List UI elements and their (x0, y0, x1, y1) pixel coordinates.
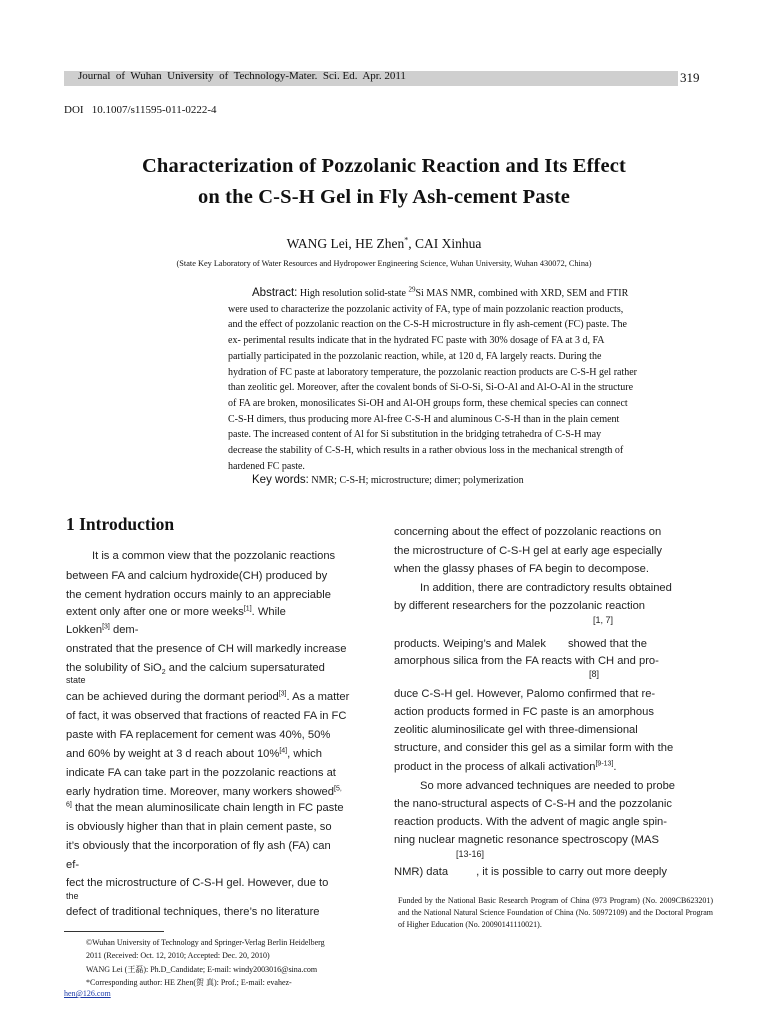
text-span: extent only after one or more weeks (66, 606, 244, 618)
section-heading: 1 Introduction (66, 514, 175, 534)
text-line: ning nuclear magnetic resonance spectroscopy (MAS (394, 834, 659, 846)
text-line: between FA and calcium hydroxide(CH) produced by (66, 570, 328, 582)
text-line: concerning about the effect of pozzolanic reactions on (394, 526, 662, 538)
paper-title (40, 151, 728, 213)
copyright-note: ©Wuhan University of Technology and Springer-Verlag Berlin Heidelberg (86, 938, 325, 947)
journal-header: Journal of Wuhan University of Technology-Mater. Sci. Ed. Apr. 2011 (78, 70, 406, 82)
text-line: zeolitic aluminosilicate gel with three-dimensional (394, 724, 638, 736)
text-line (66, 748, 322, 760)
funding-note: Funded by the National Basic Research Program of China (973 Program) (No. 2009CB623201) and the National Natural Science Foundation of China (No. 50972109) and the Doctoral Program of Higher Education (No. 20090141110021). (398, 896, 713, 929)
text-line: structure, and consider this gel as a similar form with the (394, 742, 674, 754)
text-span: NMR) data (394, 866, 449, 878)
citation: [9-13] (595, 760, 614, 768)
text-span: . (613, 761, 617, 773)
authors-before: WANG Lei, HE Zhen (286, 236, 405, 251)
text-line: is obviously higher than that in plain cement paste, so (66, 821, 332, 833)
text-line (66, 786, 342, 798)
abstract-line: partially participated in the pozzolanic reaction, while, at 120 d, FA largely reacts. During the (228, 350, 602, 362)
abstract-line: ex- perimental results indicate that in the hydrated FC paste with 30% dosage of FA at 3 d, FA (228, 335, 605, 347)
abstract-last-line: hardened FC paste. (228, 460, 305, 472)
text-span: products. Weiping’s and Malek (394, 638, 546, 650)
text-line (66, 802, 344, 814)
abstract-line: decrease the stability of C-S-H, which results in a rather obvious loss in the mechanical strength of (228, 445, 624, 457)
text-line (66, 606, 286, 618)
text-line: it’s obviously that the incorporation of fly ash (FA) can (66, 840, 331, 852)
text-line: action products formed in FC paste is an amorphous (394, 706, 654, 718)
email-link[interactable]: hen@126.com (64, 989, 111, 998)
abstract-text: Si MAS NMR, combined with XRD, SEM and FTIR (415, 288, 629, 299)
authors-after: , CAI Xinhua (408, 236, 482, 251)
text-line: reaction products. With the advent of magic angle spin- (394, 816, 667, 828)
text-line: state (66, 675, 86, 685)
abstract-line: and the effect of pozzolanic reaction on the C-S-H microstructure in fly ash-cement (FC) paste. The (228, 319, 627, 331)
citation: [5, (334, 785, 342, 793)
text-span: dem- (109, 624, 139, 636)
citation: [3] (278, 690, 287, 698)
text-line: by different researchers for the pozzolanic reaction (394, 600, 646, 612)
text-line: duce C-S-H gel. However, Palomo confirmed that re- (394, 688, 656, 700)
text-span: and 60% by weight at 3 d reach about 10% (66, 748, 280, 760)
citation: [13-16] (456, 849, 485, 859)
citation: [1, 7] (593, 615, 614, 625)
page-number: 319 (680, 70, 700, 85)
text-line: It is a common view that the pozzolanic reactions (92, 550, 336, 562)
text-line (66, 662, 325, 677)
footnote-rule (64, 931, 164, 932)
author-list (0, 236, 768, 252)
text-line: So more advanced techniques are needed to probe (420, 780, 676, 792)
subscript: 2 (161, 669, 166, 677)
text-span: product in the process of alkali activation (394, 761, 596, 773)
text-line: defect of traditional techniques, there’s no literature (66, 906, 320, 918)
abstract-line: paste. The increased content of Al for Si substitution in the bridging tetrahedra of C-S-H may (228, 429, 602, 441)
text-span: the solubility of SiO (66, 662, 162, 674)
abstract-text: High resolution solid-state (299, 288, 409, 299)
text-line (394, 866, 667, 878)
abstract (228, 286, 708, 474)
text-line: fect the microstructure of C-S-H gel. However, due to (66, 877, 329, 889)
abstract-line: hydration of FC paste at laboratory temperature, the pozzolanic reaction products are C-S-H gel rather (228, 366, 638, 378)
text-line (66, 691, 349, 703)
keywords-text: NMR; C-S-H; microstructure; dimer; polymerization (311, 475, 524, 486)
affiliation: (State Key Laboratory of Water Resources and Hydropower Engineering Science, Wuhan University, Wuhan 430072, China) (176, 259, 592, 268)
text-line: paste with FA replacement for cement was 40%, 50% (66, 729, 331, 741)
text-line: In addition, there are contradictory results obtained (420, 582, 672, 594)
text-line (394, 638, 647, 650)
text-span: , which (287, 748, 322, 760)
text-span: and the calcium supersaturated (165, 662, 325, 674)
text-span: early hydration time. Moreover, many workers showed (66, 786, 334, 798)
citation: 6] (66, 801, 72, 809)
citation: [8] (589, 669, 600, 679)
text-span: that the mean aluminosilicate chain length in FC paste (71, 802, 344, 814)
abstract-first-line (228, 286, 708, 302)
text-span: . While (251, 606, 286, 618)
title-line-1: Characterization of Pozzolanic Reaction and Its Effect (141, 155, 627, 177)
citation: [1] (243, 605, 252, 613)
abstract-label: Abstract: (252, 287, 298, 299)
abstract-line: were used to characterize the pozzolanic activity of FA, type of main pozzolanic reaction products, (228, 303, 624, 315)
text-span: Lokken (66, 624, 103, 636)
author-note: WANG Lei (王磊): Ph.D_Candidate; E-mail: windy2003016@sina.com (86, 965, 318, 974)
corresponding-mark: * (404, 235, 409, 245)
abstract-line: of FA are broken, monosilicates Si-OH and Al-OH groups form, these chemical species can connect (228, 397, 628, 409)
text-line (394, 761, 617, 773)
text-line: ef- (66, 859, 80, 871)
citation: [3] (102, 623, 110, 631)
doi-line: DOI 10.1007/s11595-011-0222-4 (64, 104, 217, 116)
abstract-line: C-S-H dimers, thus producing more Al-free C-S-H and aluminous C-S-H than in the plain cement (228, 413, 620, 425)
text-span: . As a matter (286, 691, 350, 703)
keywords-label: Key words: (252, 474, 309, 486)
text-line: the cement hydration occurs mainly to an appreciable (66, 589, 331, 601)
text-line: amorphous silica from the FA reacts with CH and pro- (394, 655, 659, 667)
text-span: can be achieved during the dormant period (66, 691, 279, 703)
text-line (66, 624, 138, 636)
text-line: the microstructure of C-S-H gel at early age especially (394, 545, 662, 557)
abstract-body (228, 302, 708, 459)
text-span: , it is possible to carry out more deeply (476, 866, 667, 878)
title-line-2: on the C-S-H Gel in Fly Ash-cement Paste (197, 186, 571, 208)
text-line: indicate FA can take part in the pozzolanic reactions at (66, 767, 336, 779)
abstract-line: than zeolitic gel. Moreover, after the covalent bonds of Si-O-Si, Si-O-Al and Al-O-Al in the structure (228, 382, 634, 394)
text-span: showed that the (567, 638, 647, 650)
text-line: the nano-structural aspects of C-S-H and the pozzolanic (394, 798, 672, 810)
text-line: of fact, it was observed that fractions of reacted FA in FC (66, 710, 347, 722)
corresponding-note: *Corresponding author: HE Zhen(贺 真): Prof.; E-mail: evahez- (86, 978, 292, 987)
text-line: the (66, 891, 79, 901)
text-line: onstrated that the presence of CH will markedly increase (66, 643, 347, 655)
text-line: when the glassy phases of FA begin to decompose. (394, 563, 649, 575)
isotope-superscript: 29 (408, 285, 416, 294)
keywords (252, 474, 524, 486)
received-note: 2011 (Received: Oct. 12, 2010; Accepted: Dec. 20, 2010) (86, 951, 270, 960)
citation: [4] (279, 747, 288, 755)
